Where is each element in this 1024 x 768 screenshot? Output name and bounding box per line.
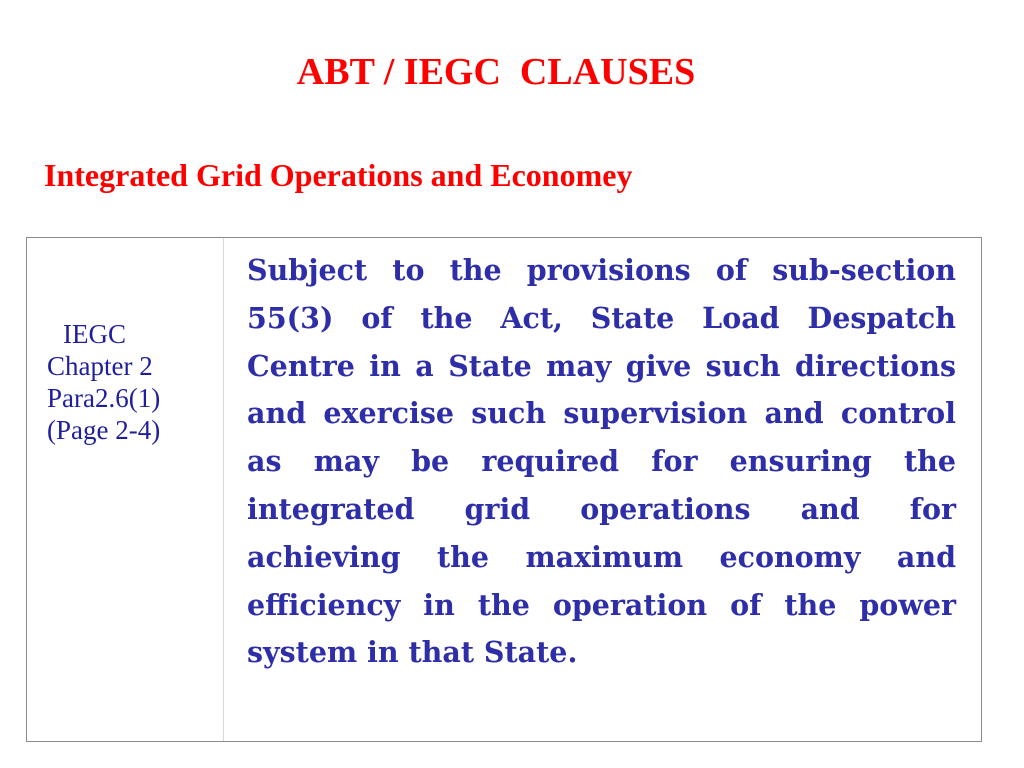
slide-subtitle: Integrated Grid Operations and Economey (44, 157, 633, 193)
reference-text (47, 318, 222, 446)
clause-table (26, 237, 982, 742)
clause-text: Subject to the provisions of sub-section 55(3) of the Act, State Load Despatch Centre in a State may give such directions and exercise such supervision and control as may be required for ensuring the integrated grid operations and for achieving the maximum economy and efficiency in the operation of the power system in that State. (247, 253, 956, 670)
reference-line-page: (Page 2-4) (47, 415, 161, 445)
reference-line-chapter: Chapter 2 (47, 351, 153, 381)
slide-title: ABT / IEGC CLAUSES (296, 51, 696, 93)
reference-cell (27, 238, 224, 741)
clause-cell (224, 238, 981, 741)
reference-line-code: IEGC (63, 319, 126, 349)
reference-line-para: Para2.6(1) (47, 383, 161, 413)
